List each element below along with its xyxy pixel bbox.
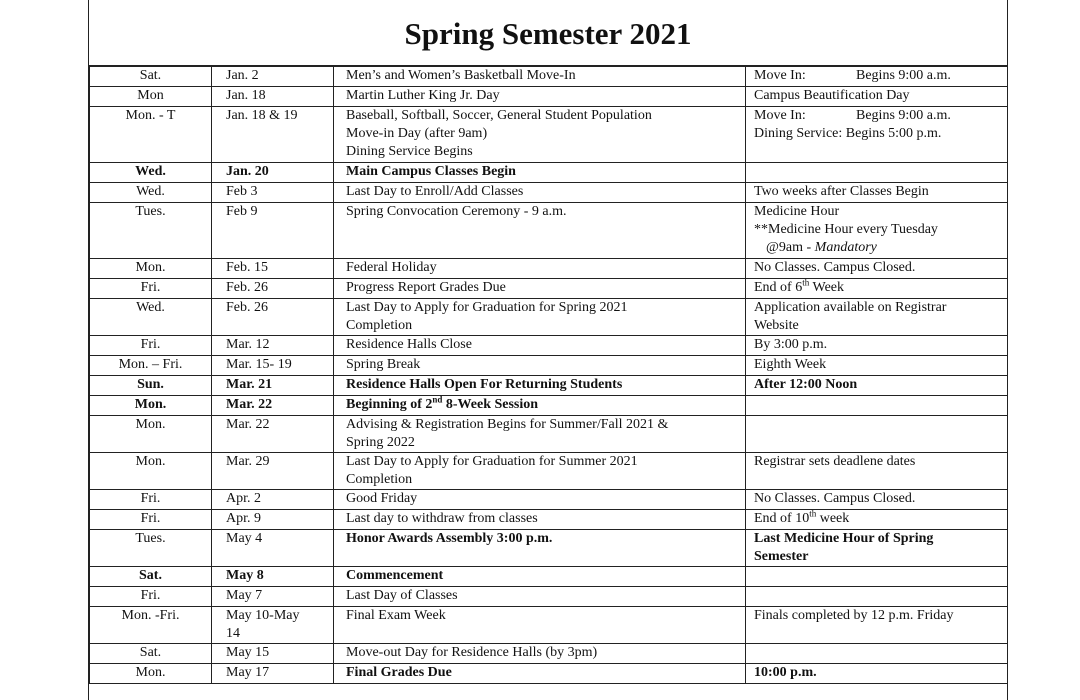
day-text: Fri.	[140, 491, 161, 506]
date-cell	[212, 183, 334, 203]
note-text: By 3:00 p.m.	[754, 337, 828, 352]
table-row	[90, 510, 1008, 530]
day-cell	[90, 336, 212, 356]
note-text: Mandatory	[814, 240, 877, 255]
day-cell	[90, 510, 212, 530]
note-text: Move In: Begins 9:00 a.m.	[754, 108, 951, 123]
date-text: Feb. 26	[226, 280, 268, 295]
day-text: Mon. -Fri.	[121, 608, 180, 623]
day-cell	[90, 664, 212, 684]
calendar-sheet	[88, 0, 1008, 700]
note-text: 10:00 p.m.	[754, 665, 817, 680]
date-text: May 10-May	[226, 608, 300, 623]
date-text: Mar. 22	[226, 397, 273, 412]
event-cell	[334, 299, 746, 336]
day-text: Wed.	[136, 184, 165, 199]
day-text: Tues.	[135, 531, 166, 546]
event-cell	[334, 259, 746, 279]
date-text: Mar. 12	[226, 337, 270, 352]
event-cell	[334, 376, 746, 396]
table-row	[90, 416, 1008, 453]
day-text: Mon.	[135, 665, 166, 680]
date-text: Mar. 29	[226, 454, 270, 469]
event-cell	[334, 567, 746, 587]
date-cell	[212, 567, 334, 587]
table-row	[90, 396, 1008, 416]
note-cell	[746, 299, 1008, 336]
note-text: Registrar sets deadlene dates	[754, 454, 916, 469]
page-title: Spring Semester 2021	[404, 15, 692, 51]
note-cell	[746, 453, 1008, 490]
event-cell	[334, 396, 746, 416]
table-row	[90, 183, 1008, 203]
note-text: Move In: Begins 9:00 a.m.	[754, 68, 951, 83]
day-cell	[90, 490, 212, 510]
note-cell	[746, 376, 1008, 396]
event-cell	[334, 203, 746, 259]
note-cell	[746, 356, 1008, 376]
date-cell	[212, 510, 334, 530]
note-text: Last Medicine Hour of Spring	[754, 531, 934, 546]
note-text: **Medicine Hour every Tuesday	[754, 222, 938, 237]
note-cell	[746, 530, 1008, 567]
note-cell	[746, 644, 1008, 664]
date-cell	[212, 607, 334, 644]
note-text: Campus Beautification Day	[754, 88, 910, 103]
note-cell	[746, 490, 1008, 510]
event-text: Martin Luther King Jr. Day	[346, 88, 500, 103]
date-cell	[212, 356, 334, 376]
date-text: May 7	[226, 588, 263, 603]
event-cell	[334, 163, 746, 183]
event-cell	[334, 67, 746, 87]
event-text: Advising & Registration Begins for Summer/Fall 2021 &	[346, 417, 669, 432]
date-cell	[212, 453, 334, 490]
day-text: Sat.	[139, 645, 162, 660]
event-cell	[334, 87, 746, 107]
note-text: End of 6	[754, 280, 803, 295]
event-text: Commencement	[346, 568, 444, 583]
event-text: Last Day of Classes	[346, 588, 458, 603]
event-text: Beginning of 2	[346, 397, 433, 412]
event-cell	[334, 416, 746, 453]
event-text: Federal Holiday	[346, 260, 437, 275]
note-cell	[746, 67, 1008, 87]
superscript: nd	[432, 395, 443, 405]
note-cell	[746, 664, 1008, 684]
table-row	[90, 567, 1008, 587]
date-text: Feb 3	[226, 184, 258, 199]
date-cell	[212, 530, 334, 567]
day-text: Mon.	[135, 454, 166, 469]
table-row	[90, 587, 1008, 607]
event-cell	[334, 644, 746, 664]
event-text: Final Exam Week	[346, 608, 446, 623]
table-row	[90, 279, 1008, 299]
date-cell	[212, 163, 334, 183]
schedule-table	[89, 66, 1008, 684]
date-text: May 8	[226, 568, 264, 583]
table-row	[90, 67, 1008, 87]
day-text: Wed.	[136, 300, 165, 315]
table-row	[90, 607, 1008, 644]
table-row	[90, 490, 1008, 510]
day-cell	[90, 67, 212, 87]
date-cell	[212, 376, 334, 396]
table-row	[90, 163, 1008, 183]
day-cell	[90, 163, 212, 183]
note-cell	[746, 336, 1008, 356]
note-text: End of 10	[754, 511, 810, 526]
note-cell	[746, 259, 1008, 279]
day-cell	[90, 607, 212, 644]
date-cell	[212, 664, 334, 684]
table-row	[90, 259, 1008, 279]
day-text: Fri.	[140, 588, 161, 603]
event-text: Last day to withdraw from classes	[346, 511, 538, 526]
note-cell	[746, 107, 1008, 163]
note-cell	[746, 416, 1008, 453]
table-row	[90, 376, 1008, 396]
day-cell	[90, 644, 212, 664]
date-text: May 17	[226, 665, 270, 680]
event-cell	[334, 664, 746, 684]
date-cell	[212, 67, 334, 87]
day-cell	[90, 356, 212, 376]
day-cell	[90, 299, 212, 336]
event-cell	[334, 183, 746, 203]
event-text: Residence Halls Close	[346, 337, 472, 352]
day-cell	[90, 279, 212, 299]
superscript: th	[809, 509, 817, 519]
note-text: @9am -	[766, 240, 815, 255]
note-cell	[746, 163, 1008, 183]
date-cell	[212, 587, 334, 607]
event-text: Spring Break	[346, 357, 421, 372]
event-cell	[334, 279, 746, 299]
day-text: Mon. - T	[125, 108, 176, 123]
event-text: 8-Week Session	[442, 397, 539, 412]
note-text: Week	[809, 280, 845, 295]
day-text: Mon.	[134, 397, 167, 412]
date-cell	[212, 203, 334, 259]
event-text: Move-out Day for Residence Halls (by 3pm)	[346, 645, 598, 660]
schedule-body	[90, 67, 1008, 684]
day-cell	[90, 376, 212, 396]
date-cell	[212, 396, 334, 416]
note-cell	[746, 87, 1008, 107]
event-cell	[334, 453, 746, 490]
event-text: Honor Awards Assembly 3:00 p.m.	[346, 531, 553, 546]
day-text: Sat.	[139, 68, 162, 83]
event-text: Good Friday	[346, 491, 418, 506]
note-text: Semester	[754, 549, 809, 564]
day-text: Mon.	[135, 260, 166, 275]
table-row	[90, 87, 1008, 107]
table-row	[90, 203, 1008, 259]
day-cell	[90, 567, 212, 587]
date-cell	[212, 279, 334, 299]
event-text: Dining Service Begins	[346, 144, 473, 159]
note-text: Two weeks after Classes Begin	[754, 184, 929, 199]
event-text: Main Campus Classes Begin	[346, 164, 516, 179]
table-row	[90, 299, 1008, 336]
date-text: Apr. 9	[226, 511, 261, 526]
note-cell	[746, 396, 1008, 416]
note-text: Website	[754, 318, 799, 333]
date-text: Jan. 20	[226, 164, 269, 179]
note-cell	[746, 183, 1008, 203]
event-cell	[334, 587, 746, 607]
day-text: Mon	[137, 88, 164, 103]
date-text: Jan. 18	[226, 88, 266, 103]
note-text: No Classes. Campus Closed.	[754, 260, 916, 275]
date-cell	[212, 416, 334, 453]
day-text: Sat.	[139, 568, 162, 583]
event-text: Last Day to Enroll/Add Classes	[346, 184, 524, 199]
note-text: Finals completed by 12 p.m. Friday	[754, 608, 954, 623]
day-cell	[90, 396, 212, 416]
table-row	[90, 664, 1008, 684]
date-text: Feb 9	[226, 204, 258, 219]
day-cell	[90, 259, 212, 279]
date-text: Mar. 15- 19	[226, 357, 292, 372]
date-text: Jan. 2	[226, 68, 259, 83]
day-text: Tues.	[135, 204, 166, 219]
event-text: Men’s and Women’s Basketball Move-In	[346, 68, 576, 83]
date-cell	[212, 87, 334, 107]
table-row	[90, 530, 1008, 567]
event-text: Progress Report Grades Due	[346, 280, 506, 295]
event-cell	[334, 107, 746, 163]
superscript: th	[802, 278, 810, 288]
date-cell	[212, 336, 334, 356]
date-text: May 4	[226, 531, 263, 546]
note-text: No Classes. Campus Closed.	[754, 491, 916, 506]
day-cell	[90, 416, 212, 453]
day-text: Fri.	[140, 337, 161, 352]
note-text: week	[816, 511, 850, 526]
note-text: Eighth Week	[754, 357, 827, 372]
event-text: Completion	[346, 472, 413, 487]
date-text: Mar. 21	[226, 377, 273, 392]
day-cell	[90, 203, 212, 259]
note-cell	[746, 587, 1008, 607]
table-row	[90, 644, 1008, 664]
note-text: Dining Service: Begins 5:00 p.m.	[754, 126, 942, 141]
day-text: Sun.	[137, 377, 164, 392]
day-text: Fri.	[140, 280, 161, 295]
event-text: Last Day to Apply for Graduation for Summer 2021	[346, 454, 638, 469]
table-row	[90, 356, 1008, 376]
event-cell	[334, 356, 746, 376]
note-text: Medicine Hour	[754, 204, 840, 219]
event-text: Last Day to Apply for Graduation for Spring 2021	[346, 300, 628, 315]
event-text: Move-in Day (after 9am)	[346, 126, 488, 141]
note-text: After 12:00 Noon	[754, 377, 858, 392]
date-text: Jan. 18 & 19	[226, 108, 298, 123]
event-text: Completion	[346, 318, 413, 333]
note-cell	[746, 510, 1008, 530]
table-row	[90, 336, 1008, 356]
day-cell	[90, 107, 212, 163]
event-text: Spring 2022	[346, 435, 415, 450]
event-text: Final Grades Due	[346, 665, 452, 680]
event-text: Spring Convocation Ceremony - 9 a.m.	[346, 204, 567, 219]
date-cell	[212, 259, 334, 279]
note-text: Application available on Registrar	[754, 300, 947, 315]
date-text: Apr. 2	[226, 491, 261, 506]
note-cell	[746, 567, 1008, 587]
day-cell	[90, 587, 212, 607]
day-cell	[90, 453, 212, 490]
day-text: Mon. – Fri.	[118, 357, 183, 372]
event-text: Baseball, Softball, Soccer, General Student Population	[346, 108, 652, 123]
table-row	[90, 107, 1008, 163]
day-cell	[90, 183, 212, 203]
day-text: Mon.	[135, 417, 166, 432]
date-text: Feb. 15	[226, 260, 268, 275]
date-text: Feb. 26	[226, 300, 268, 315]
date-text: Mar. 22	[226, 417, 270, 432]
event-text: Residence Halls Open For Returning Students	[346, 377, 623, 392]
day-cell	[90, 87, 212, 107]
day-cell	[90, 530, 212, 567]
date-cell	[212, 107, 334, 163]
date-cell	[212, 644, 334, 664]
day-text: Fri.	[140, 511, 161, 526]
title-box	[89, 0, 1007, 66]
date-cell	[212, 490, 334, 510]
note-cell	[746, 279, 1008, 299]
event-cell	[334, 490, 746, 510]
date-text: May 15	[226, 645, 270, 660]
table-row	[90, 453, 1008, 490]
day-text: Wed.	[135, 164, 166, 179]
note-cell	[746, 607, 1008, 644]
event-cell	[334, 510, 746, 530]
event-cell	[334, 607, 746, 644]
date-cell	[212, 299, 334, 336]
note-cell	[746, 203, 1008, 259]
event-cell	[334, 336, 746, 356]
event-cell	[334, 530, 746, 567]
date-text: 14	[226, 626, 240, 641]
